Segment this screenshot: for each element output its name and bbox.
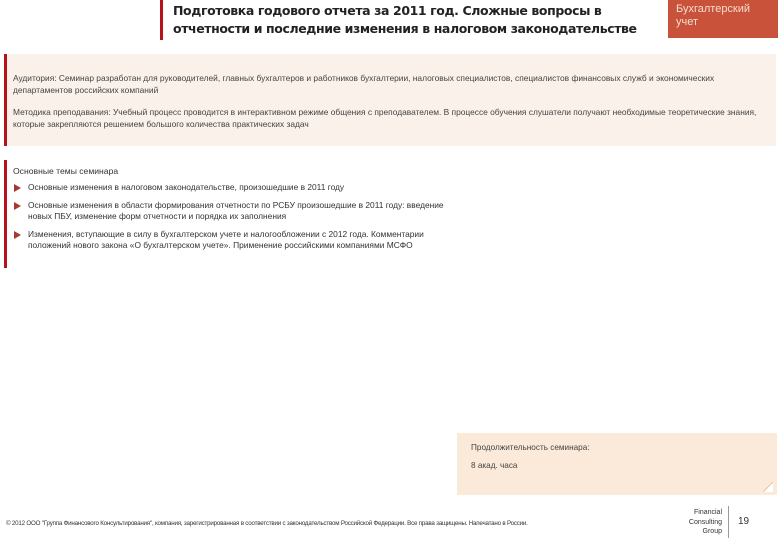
topic-item [13,182,464,194]
logo-line: Consulting [688,518,722,526]
topic-text: Основные изменения в области формирования отчетности по РСБУ произошедшие в 2011 году: введение новых ПБУ, изменение форм отчетности и порядка их заполнения [28,199,444,221]
intro-box [4,54,776,146]
logo-line: Group [702,528,722,535]
footer-divider [728,506,729,538]
triangle-bullet-icon [14,202,21,210]
audience-text: Аудитория: Семинар разработан для руководителей, главных бухгалтеров и работников бухгалтерии, налоговых специалистов, специалистов финансовых служб и экономических департаментов российских компаний [13,73,715,95]
triangle-bullet-icon [14,184,21,192]
topics-heading: Основные темы семинара [13,166,119,176]
triangle-bullet-icon [14,231,21,239]
page-number: 19 [738,516,750,527]
company-logo [660,508,722,537]
method-text: Методика преподавания: Учебный процесс проводится в интерактивном режиме общения с преподавателем. В процессе обучения слушатели получают необходимые теоретические знания, которые закрепляются решением большого количества практических задач [13,107,757,129]
page-title: Подготовка годового отчета за 2011 год. Сложные вопросы в отчетности и последние изменения в налоговом законодательстве [173,3,637,36]
logo-line: Financial [693,509,722,516]
topic-text: Основные изменения в налоговом законодательстве, произошедшие в 2011 году [28,182,345,192]
title-bar [160,0,663,40]
duration-label: Продолжительность семинара: [471,443,590,452]
topic-text: Изменения, вступающие в силу в бухгалтерском учете и налогообложении с 2012 года. Комментарии положений нового закона «О бухгалтерском учете». Применение российскими компаниями МСФО [28,228,424,250]
topic-item [13,200,464,223]
topics-section [4,160,464,268]
topic-item [13,229,464,252]
page-fold-icon [763,482,773,492]
duration-box [457,433,777,495]
section-badge: Бухгалтерский учет [668,0,778,38]
duration-value: 8 акад. часа [471,461,518,470]
copyright-note: © 2012 ООО "Группа Финансового Консультирования", компания, зарегистрированная в соответствии с законодательством Российской Федерации. Все права защищены. Напечатано в России. [6,520,528,527]
